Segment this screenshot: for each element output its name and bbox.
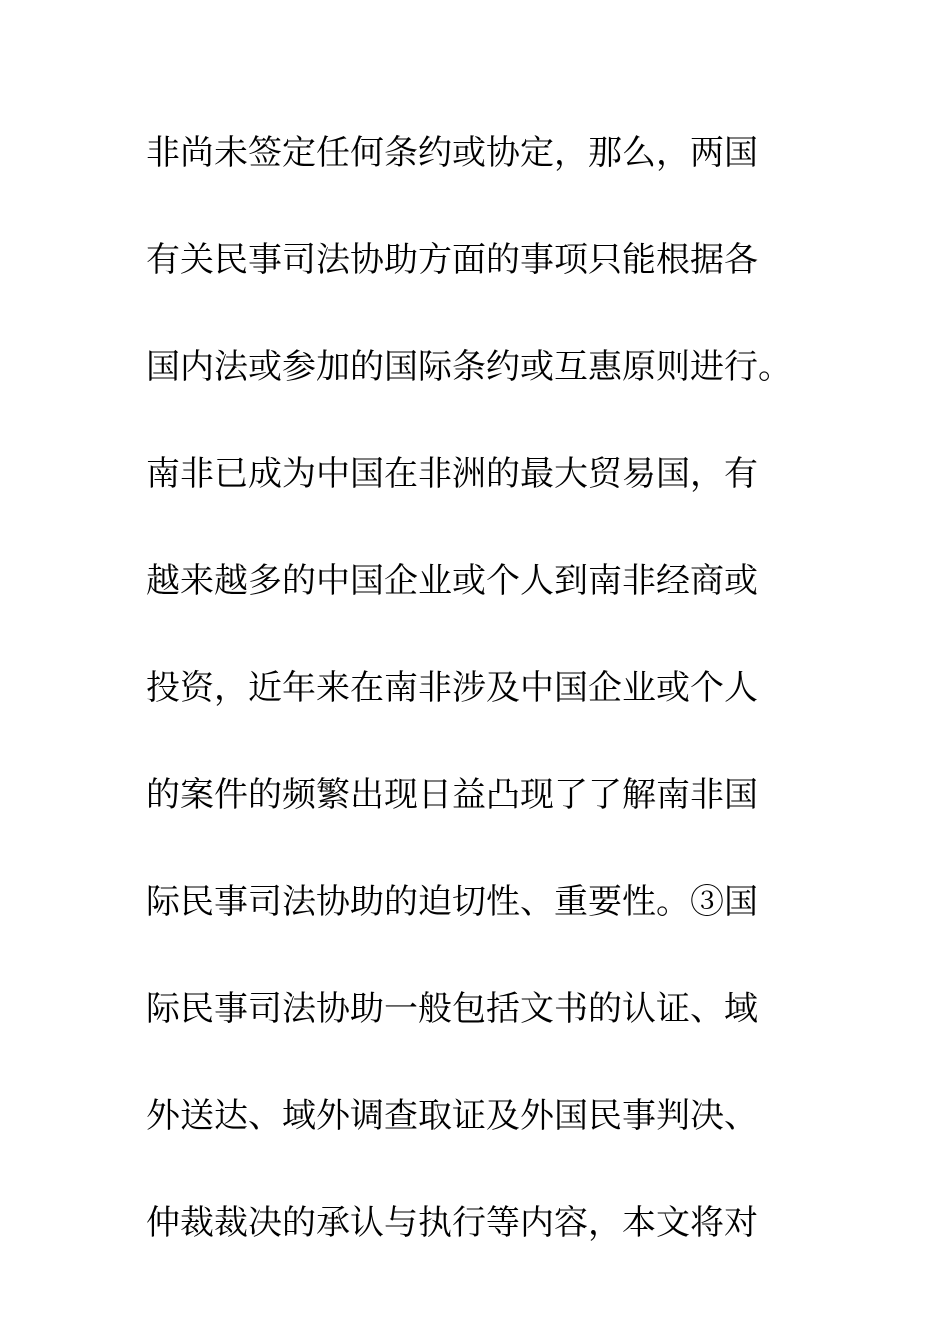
text-line-5: 越来越多的中国企业或个人到南非经商或 xyxy=(146,561,758,601)
text-line-10: 外送达、域外调查取证及外国民事判决、 xyxy=(146,1096,758,1136)
text-line-4: 南非已成为中国在非洲的最大贸易国，有 xyxy=(146,454,758,494)
text-line-8: 际民事司法协助的迫切性、重要性。③国 xyxy=(146,882,758,922)
text-line-6: 投资，近年来在南非涉及中国企业或个人 xyxy=(146,668,758,708)
text-line-3: 国内法或参加的国际条约或互惠原则进行。 xyxy=(146,347,792,387)
text-line-11: 仲裁裁决的承认与执行等内容，本文将对 xyxy=(146,1203,758,1243)
text-line-1: 非尚未签定任何条约或协定，那么，两国 xyxy=(146,133,758,173)
text-line-2: 有关民事司法协助方面的事项只能根据各 xyxy=(146,240,758,280)
text-line-7: 的案件的频繁出现日益凸现了了解南非国 xyxy=(146,775,758,815)
text-line-9: 际民事司法协助一般包括文书的认证、域 xyxy=(146,989,758,1029)
body-text xyxy=(146,127,806,1304)
